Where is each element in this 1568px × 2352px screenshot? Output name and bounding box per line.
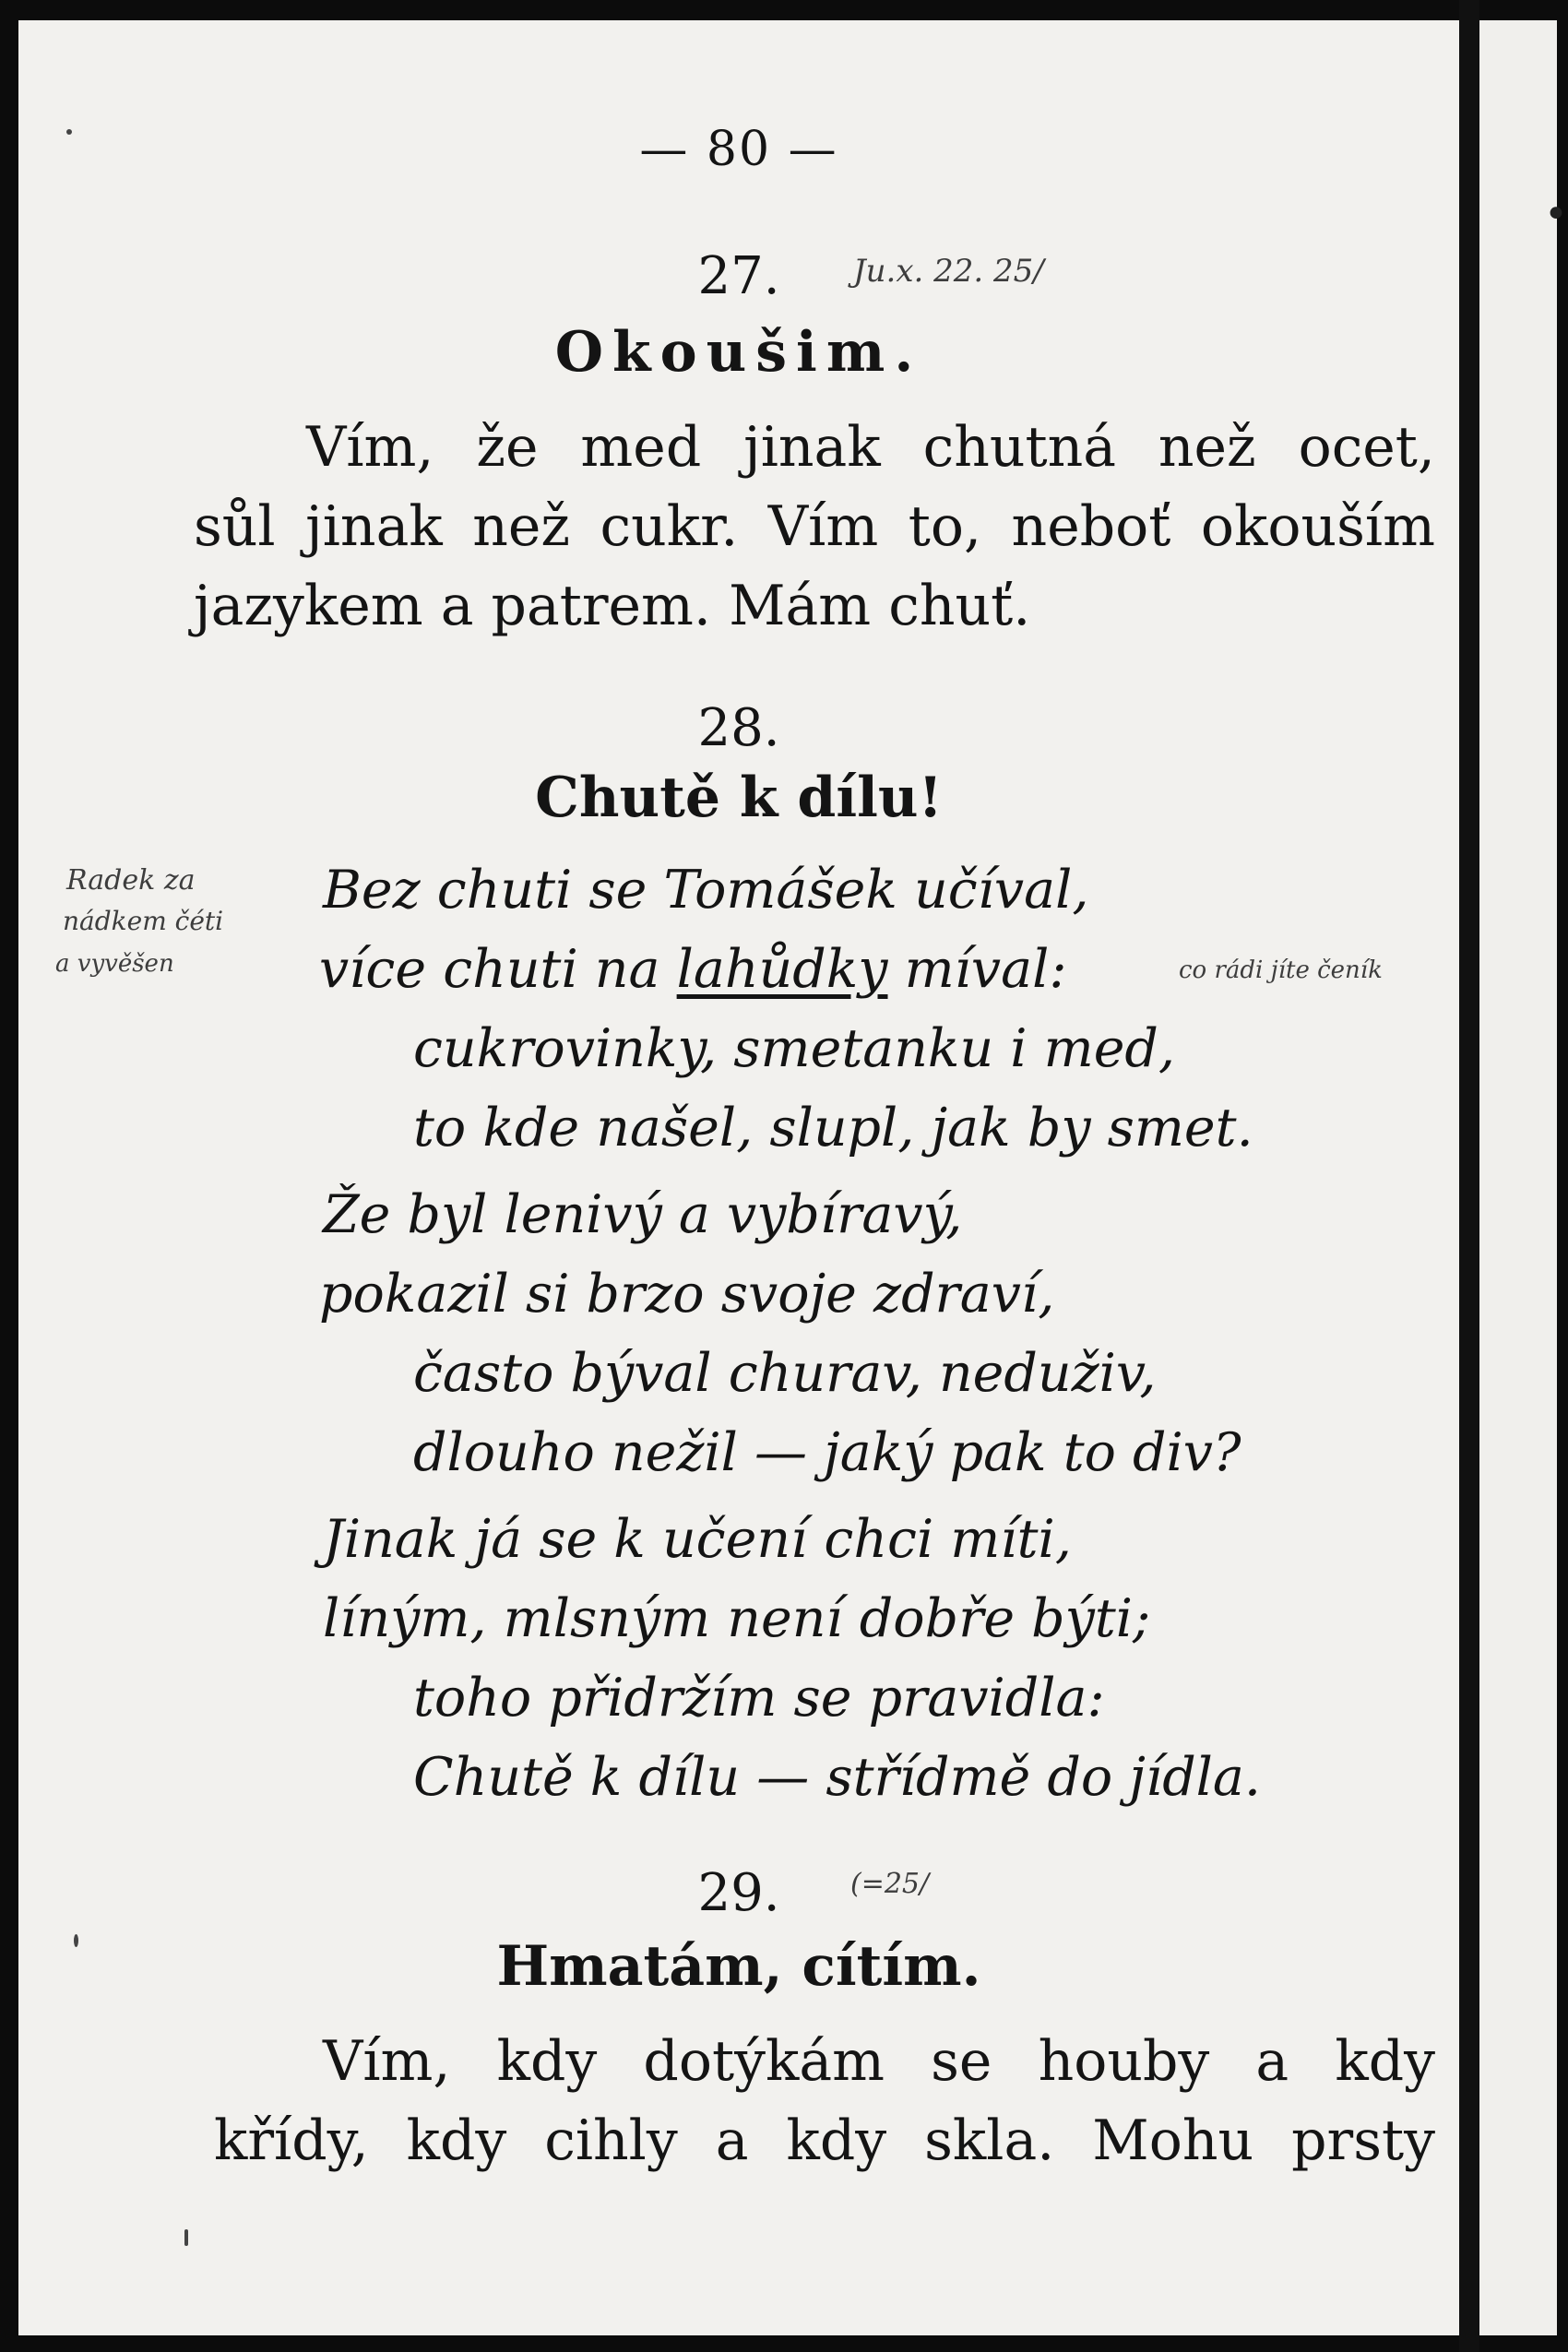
section-29-number: 29. — [697, 1863, 780, 1923]
verse-line: cukrovinky, smetanku i med, — [413, 1018, 1176, 1079]
section-29-title: Hmatám, cítím. — [496, 1934, 981, 1999]
ink-speck — [184, 2229, 188, 2246]
underlined-word: lahůdky — [676, 939, 888, 1000]
adjacent-page-mark: • — [1544, 191, 1568, 238]
verse-line: Chutě k dílu — střídmě do jídla. — [413, 1747, 1262, 1808]
verse-line-part: míval: — [887, 939, 1067, 1000]
adjacent-page-edge — [1479, 20, 1568, 2335]
margin-note-line-2: nádkem čéti — [63, 906, 224, 936]
section-28-title: Chutě k dílu! — [535, 766, 943, 830]
section-29-text-line-2: křídy, kdy cihly a kdy skla. Mohu prsty — [214, 2108, 1435, 2173]
book-page — [18, 20, 1462, 2335]
verse-line: toho přidržím se pravidla: — [413, 1668, 1105, 1728]
section-27-text-line-1: Vím, že med jinak chutná než ocet, — [306, 415, 1435, 480]
verse-line — [319, 939, 1067, 1000]
section-27-title: Okoušim. — [554, 320, 923, 385]
section-29-text-line-1: Vím, kdy dotýkám se houby a kdy — [323, 2029, 1435, 2094]
section-27-text-line-2: sůl jinak než cukr. Vím to, neboť okouším — [194, 494, 1435, 559]
verse-line: Že byl lenivý a vybíravý, — [323, 1184, 963, 1245]
verse-line: Jinak já se k učení chci míti, — [323, 1509, 1072, 1570]
ink-speck — [74, 1934, 78, 1947]
ink-speck — [66, 129, 72, 135]
section-27-text-line-3: jazykem a patrem. Mám chuť. — [194, 574, 1031, 638]
verse-line: pokazil si brzo svoje zdraví, — [319, 1264, 1055, 1324]
verse-line: Bez chuti se Tomášek učíval, — [323, 860, 1089, 921]
verse-line: často býval churav, neduživ, — [413, 1343, 1157, 1404]
verse-line: líným, mlsným není dobře býti; — [323, 1588, 1151, 1649]
margin-note-right: co rádi jíte čeník — [1179, 956, 1383, 984]
page-number: — 80 — — [639, 122, 838, 177]
section-28-number: 28. — [697, 698, 780, 758]
handwritten-date-note: (=25/ — [850, 1868, 930, 1900]
section-27-number — [18, 246, 1459, 306]
handwritten-date-note: Ju.x. 22. 25/ — [853, 253, 1044, 290]
verse-line-part: více chuti na — [319, 939, 677, 1000]
margin-note-line-1: Radek za — [66, 864, 196, 897]
verse-line: dlouho nežil — jaký pak to div? — [413, 1422, 1241, 1483]
page-gutter — [1459, 0, 1479, 2352]
section-number: 27. — [697, 246, 780, 306]
verse-line: to kde našel, slupl, jak by smet. — [413, 1098, 1253, 1158]
margin-note-line-3: a vyvěšen — [55, 950, 174, 978]
